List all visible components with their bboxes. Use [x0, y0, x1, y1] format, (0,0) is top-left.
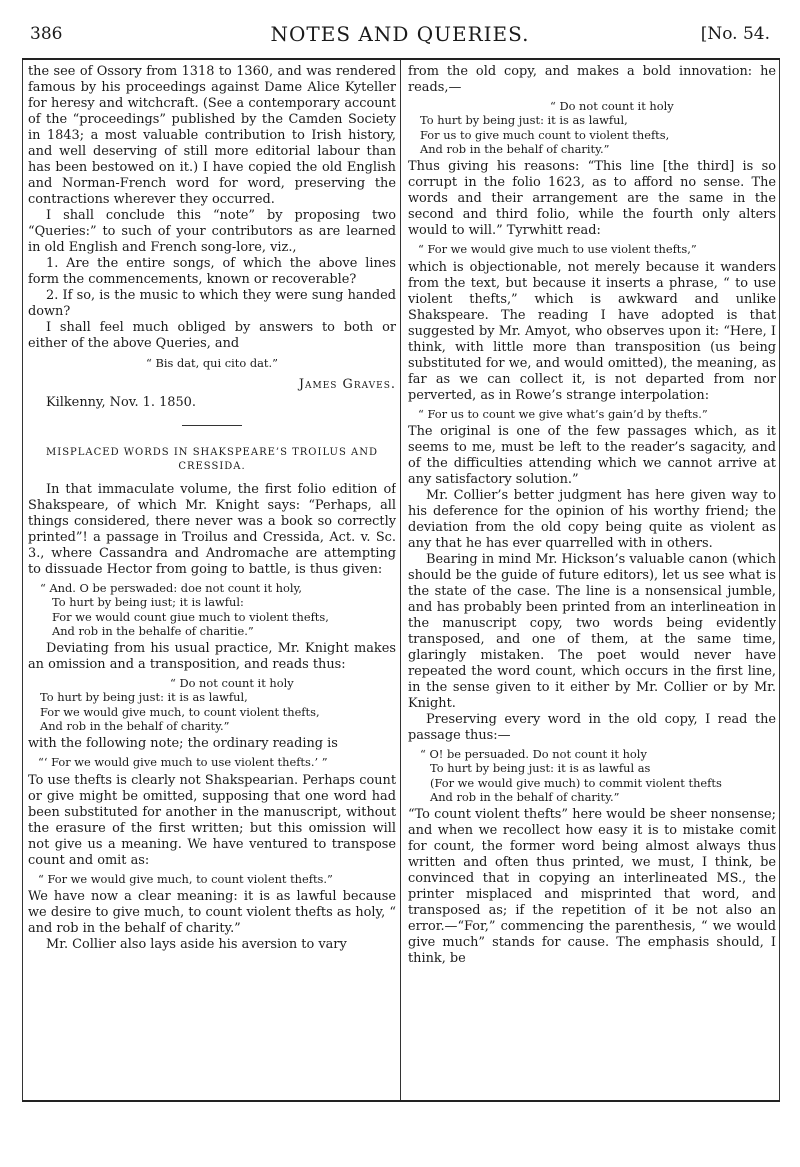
verse-line: For we would give much, to count violent thefts, — [40, 704, 320, 719]
paragraph: Bearing in mind Mr. Hickson’s valuable canon (which should be the guide of future editors), let us see what is the state of the case. The line is a nonsensical jumble, and has probably been printed from an interlineation in the manuscript copy, two words being evidently transposed, and one of them, at the same time, glaringly mistaken. The poet would never have repeated the word count, which occurs in the first line, in the sense given to it either by Mr. Collier or by Mr. Knight. — [408, 552, 776, 712]
query-item: 1. Are the entire songs, of which the above lines form the commencements, known or recoverable? — [28, 256, 396, 287]
verse-line: And rob in the behalf of charity.” — [40, 719, 230, 734]
section-divider — [182, 425, 242, 426]
verse-line: To hurt by being iust; it is lawful: — [52, 595, 244, 610]
journal-title: NOTES AND QUERIES. — [270, 22, 530, 46]
inline-quote: “ For we would give much to use violent thefts,” — [418, 242, 697, 257]
paragraph: Deviating from his usual practice, Mr. Knight makes an omission and a transposition, and reads thus: — [28, 641, 396, 673]
verse-quote — [40, 676, 396, 733]
column-divider — [400, 60, 401, 1100]
verse-line: For us to give much count to violent thefts, — [420, 127, 670, 142]
paragraph: Mr. Collier’s better judgment has here given way to his deference for the opinion of his worthy friend; the deviation from the old copy being quite as violent as any that he has ever quarrelled with in others. — [408, 488, 776, 552]
verse-quote — [420, 99, 776, 156]
paragraph: Thus giving his reasons: “This line [the third] is so corrupt in the folio 1623, as to afford no sense. The words and their arrangement are the same in the second and third folio, while the fourth only alters would to will.” Tyrwhitt read: — [408, 159, 776, 239]
page-number: 386 — [30, 24, 63, 44]
verse-line: For we would count giue much to violent thefts, — [52, 609, 329, 624]
verse-line: “ Do not count it holy — [170, 676, 294, 691]
paragraph: I shall feel much obliged by answers to both or either of the above Queries, and — [28, 320, 396, 351]
query-item: 2. If so, is the music to which they were sung handed down? — [28, 288, 396, 319]
paragraph: In that immaculate volume, the first folio edition of Shakspeare, of which Mr. Knight says: “Perhaps, all things considered, there never was a book so correctly printed”! a passage in Troilus and Cressida, Act. v. Sc. 3., where Cassandra and Andromache are attempting to dissuade Hector from going to battle, is thus given: — [28, 482, 396, 577]
author-signature: James Graves. — [298, 377, 396, 392]
article-title-line: CRESSIDA. — [178, 461, 246, 472]
inline-quote: “ For us to count we give what’s gain’d by thefts.” — [418, 406, 708, 421]
verse-quote — [420, 747, 776, 804]
paragraph: Preserving every word in the old copy, I read the passage thus:— — [408, 712, 776, 744]
footer-rule — [22, 1100, 780, 1102]
paragraph: To use thefts is clearly not Shakspearian. Perhaps count or give might be omitted, supposing that one word had been substituted for another in the manuscript, without the erasure of the first written; but this omission will not give us a meaning. We have ventured to transpose count and omit as: — [28, 772, 396, 868]
inline-quote: “ For we would give much, to count violent thefts.” — [38, 871, 333, 886]
paragraph: the see of Ossory from 1318 to 1360, and was rendered famous by his proceedings against Dame Alice Kyteller for heresy and witchcraft. (See a contemporary account of the “proceedings” published by the Camden Society in 1843; a most valuable contribution to Irish history, and well deserving of still more editorial labour than has been bestowed on it.) I have copied the old English and Norman-French word for word, preserving the contractions wherever they occurred. — [28, 64, 396, 207]
inline-quote: “‘ For we would give much to use violent thefts.’ ” — [38, 755, 328, 770]
article-title-line: MISPLACED WORDS IN SHAKSPEARE’S TROILUS AND — [46, 447, 378, 458]
verse-line: “ And. O be perswaded: doe not count it holy, — [40, 581, 303, 595]
verse-line: To hurt by being just: it is as lawful as — [430, 761, 651, 776]
issue-number: [No. 54. — [700, 24, 770, 44]
verse-line: To hurt by being just: it is as lawful, — [420, 113, 628, 128]
paragraph: from the old copy, and makes a bold innovation: he reads,— — [408, 64, 776, 95]
verse-line: And rob in the behalf of charity.” — [420, 141, 610, 156]
verse-quote — [40, 581, 396, 638]
paragraph: Mr. Collier also lays aside his aversion to vary — [46, 937, 347, 953]
header-rule — [22, 58, 780, 60]
latin-motto: “ Bis dat, qui cito dat.” — [146, 356, 278, 370]
paragraph: We have now a clear meaning: it is as lawful because we desire to give much, to count violent thefts as holy, “ and rob in the behalf of charity.” — [28, 889, 396, 937]
verse-line: And rob in the behalfe of charitie.” — [52, 623, 254, 638]
running-header — [30, 22, 770, 54]
verse-line: “ O! be persuaded. Do not count it holy — [420, 747, 647, 762]
left-column — [28, 64, 396, 1098]
verse-line: “ Do not count it holy — [550, 99, 674, 113]
paragraph: “To count violent thefts” here would be sheer nonsense; and when we recollect how easy it is to mistake comit for count, the former word being almost always thus written and often thus printed, we must, I think, be convinced that in copying an interlineated MS., the printer misplaced and misprinted that word, and transposed as; if the repetition of it be not also an error.—“For,” commencing the parenthesis, “ we would give much” stands for cause. The emphasis should, I think, be — [408, 807, 776, 967]
verse-line: And rob in the behalf of charity.” — [430, 790, 620, 805]
verse-line: (For we would give much) to commit violent thefts — [430, 775, 722, 790]
right-border — [779, 60, 780, 1100]
verse-line: To hurt by being just: it is as lawful, — [40, 690, 248, 705]
article-title — [28, 446, 396, 474]
paragraph: The original is one of the few passages which, as it seems to me, must be left to the reader’s sagacity, and of the difficulties attending which we cannot arrive at any satisfactory solution.” — [408, 424, 776, 488]
dateline: Kilkenny, Nov. 1. 1850. — [46, 395, 196, 410]
left-border — [22, 60, 23, 1100]
paragraph: I shall conclude this “note” by proposing two “Queries:” to such of your contributors as are learned in old English and French song-lore, viz., — [28, 208, 396, 255]
right-column — [408, 64, 776, 1098]
paragraph: which is objectionable, not merely because it wanders from the text, but because it inserts a phrase, “ to use violent thefts,” which is awkward and unlike Shakspeare. The reading I have adopted is that suggested by Mr. Amyot, who observes upon it: “Here, I think, with little more than transposition (us being substituted for we, and would omitted), the meaning, as far as we can collect it, is not departed from nor perverted, as in Rowe’s strange interpolation: — [408, 259, 776, 403]
paragraph: with the following note; the ordinary reading is — [28, 736, 338, 752]
